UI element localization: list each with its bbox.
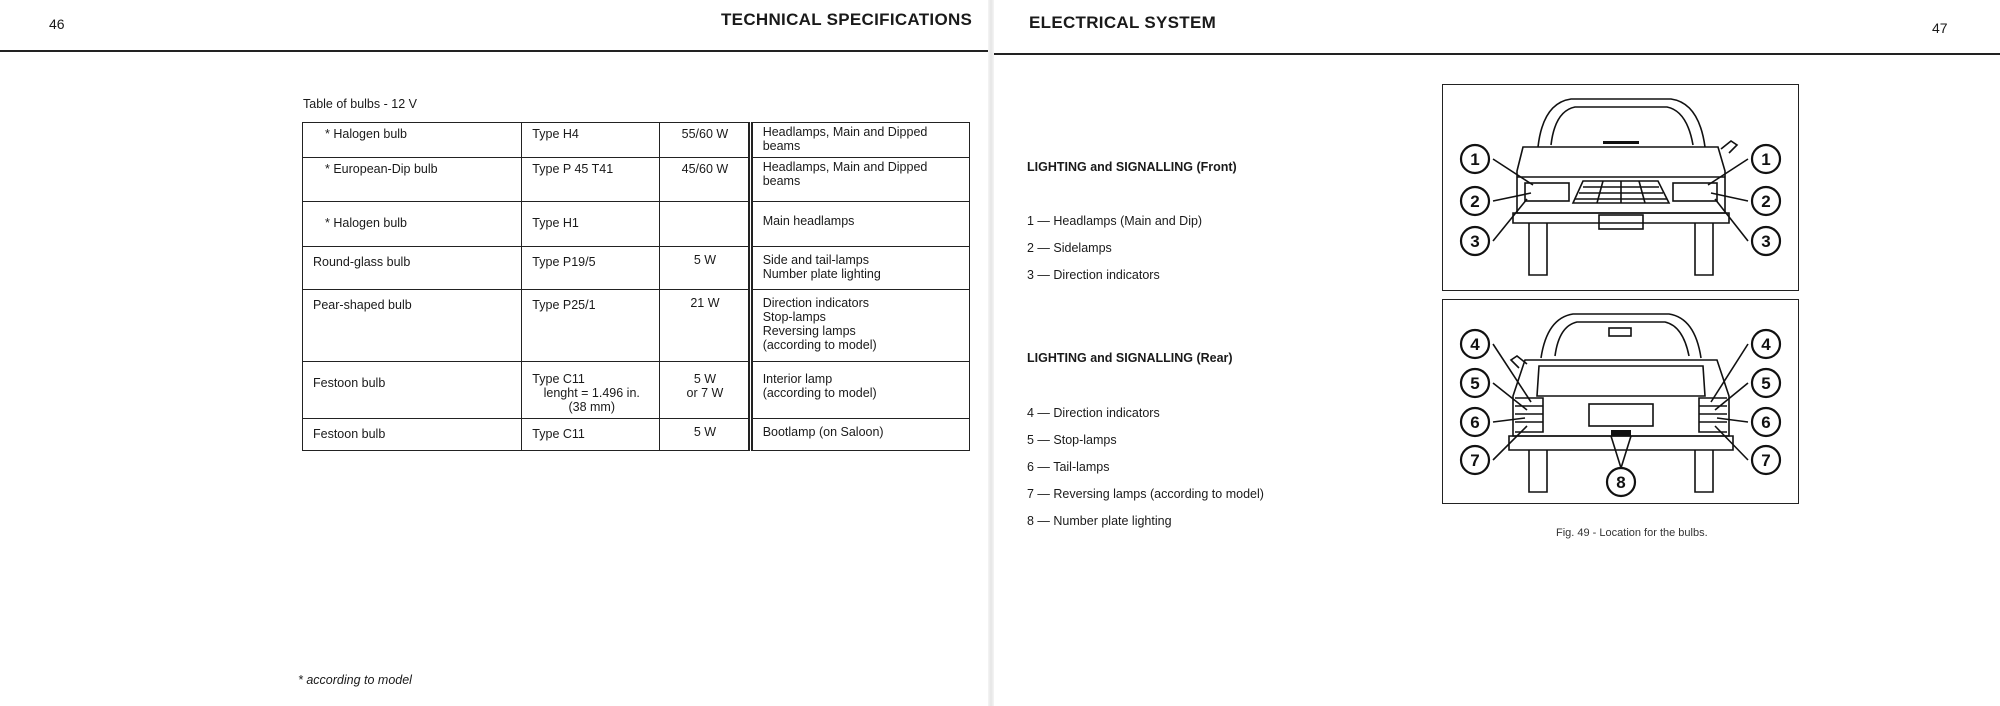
front-car-drawing [1443,85,1798,290]
callout-label: 8 [1616,473,1626,492]
bulb-wattage: 45/60 W [660,158,751,202]
page-number-left: 46 [49,16,65,32]
callout-label: 2 [1761,192,1771,211]
callout-label: 3 [1761,232,1771,251]
callout-label: 4 [1470,335,1480,354]
page-header-left: TECHNICAL SPECIFICATIONS [721,10,973,29]
table-row [303,247,970,290]
bulb-type: Type P 45 T41 [522,158,660,202]
bulb-name: Pear-shaped bulb [303,290,522,362]
rear-view-figure [1442,299,1799,504]
bulb-wattage: 5 W or 7 W [660,362,751,419]
bulb-use: Side and tail-lamps Number plate lighting [750,247,969,290]
table-row [303,290,970,362]
bulb-type: Type C11 [522,419,660,451]
legend-item: 6 — Tail-lamps [1027,460,1110,474]
rear-section-title: LIGHTING and SIGNALLING (Rear) [1027,351,1233,365]
bulb-type: Type H1 [522,202,660,247]
callout-label: 1 [1470,150,1480,169]
callout-label: 2 [1470,192,1480,211]
bulb-wattage: 5 W [660,419,751,451]
bulb-name: * Halogen bulb [303,202,522,247]
callout-label: 5 [1470,374,1480,393]
bulb-type: Type P19/5 [522,247,660,290]
footnote: * according to model [298,673,412,687]
bulb-type: Type P25/1 [522,290,660,362]
bulb-table [302,122,970,451]
front-view-figure [1442,84,1799,291]
bulb-wattage: 55/60 W [660,123,751,158]
bulb-name: Festoon bulb [303,362,522,419]
callout-label: 4 [1761,335,1771,354]
table-row [303,202,970,247]
table-caption: Table of bulbs - 12 V [303,97,417,111]
figure-caption: Fig. 49 - Location for the bulbs. [1556,527,1708,539]
legend-item: 5 — Stop-lamps [1027,433,1117,447]
header-rule-left [0,50,988,52]
legend-item: 1 — Headlamps (Main and Dip) [1027,214,1203,228]
table-row [303,362,970,419]
callout-label: 3 [1470,232,1480,251]
bulb-name: Round-glass bulb [303,247,522,290]
callout-label: 5 [1761,374,1771,393]
callout-label: 7 [1470,451,1480,470]
page-gutter [988,0,994,706]
bulb-use: Main headlamps [750,202,969,247]
bulb-wattage [660,202,751,247]
bulb-use: Bootlamp (on Saloon) [750,419,969,451]
bulb-name: * Halogen bulb [303,123,522,158]
bulb-wattage: 21 W [660,290,751,362]
bulb-use: Direction indicators Stop-lamps Reversing lamps (according to model) [750,290,969,362]
legend-item: 8 — Number plate lighting [1027,514,1172,528]
legend-item: 4 — Direction indicators [1027,406,1160,420]
callout-label: 1 [1761,150,1771,169]
legend-item: 7 — Reversing lamps (according to model) [1027,487,1264,501]
bulb-type: Type H4 [522,123,660,158]
header-rule-right [994,53,2000,55]
bulb-use: Interior lamp (according to model) [750,362,969,419]
bulb-name: Festoon bulb [303,419,522,451]
callout-label: 6 [1761,413,1771,432]
page-header-right: ELECTRICAL SYSTEM [1029,13,1217,32]
bulb-wattage: 5 W [660,247,751,290]
rear-car-drawing [1443,300,1798,503]
legend-item: 2 — Sidelamps [1027,241,1112,255]
bulb-use: Headlamps, Main and Dipped beams [750,123,969,158]
legend-item: 3 — Direction indicators [1027,268,1160,282]
bulb-name: * European-Dip bulb [303,158,522,202]
front-section-title: LIGHTING and SIGNALLING (Front) [1027,160,1237,174]
bulb-use: Headlamps, Main and Dipped beams [750,158,969,202]
table-row [303,158,970,202]
table-row [303,123,970,158]
callout-label: 7 [1761,451,1771,470]
table-row [303,419,970,451]
page-number-right: 47 [1932,20,1948,36]
bulb-type: Type C11 lenght = 1.496 in. (38 mm) [522,362,660,419]
callout-label: 6 [1470,413,1480,432]
